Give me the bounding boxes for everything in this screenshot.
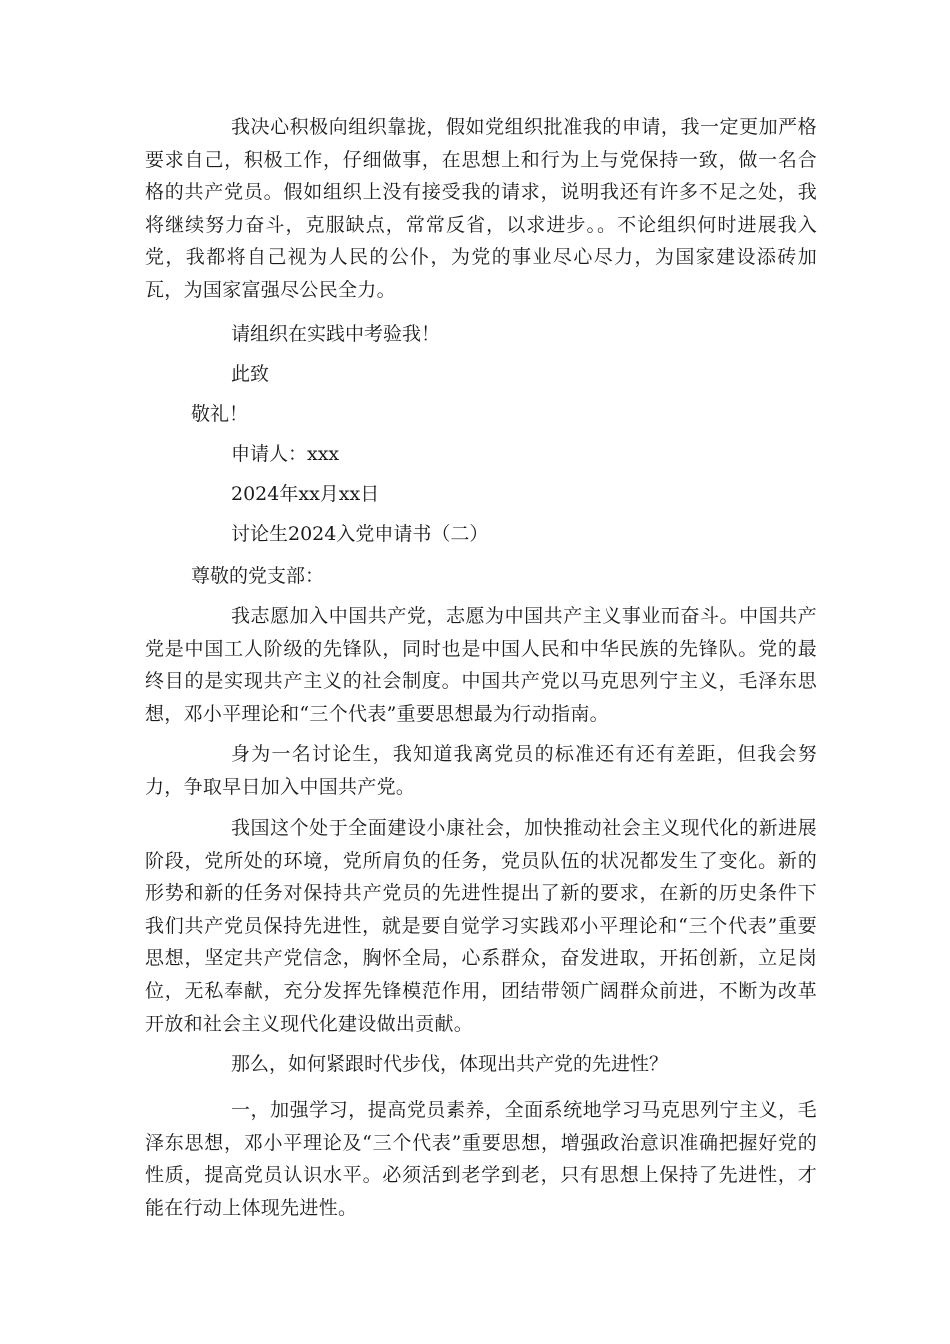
applicant-line: 申请人：xxx	[231, 443, 340, 465]
salutation-jingli: 敬礼！	[191, 403, 249, 425]
section-title: 讨论生2024入党申请书（二）	[231, 523, 489, 545]
request-test-line: 请组织在实践中考验我！	[231, 323, 441, 345]
salutation-cizhi: 此致	[231, 363, 270, 385]
paragraph-student: 身为一名讨论生，我知道我离党员的标准还有还有差距，但我会努力，争取早日加入中国共产党。	[145, 743, 817, 798]
question-line: 那么，如何紧跟时代步伐，体现出共产党的先进性？	[231, 1053, 669, 1075]
paragraph-situation: 我国这个处于全面建设小康社会，加快推动社会主义现代化的新进展阶段，党所处的环境，党所肩负的任务，党员队伍的状况都发生了变化。新的形势和新的任务对保持共产党员的先进性提出了新的要求，在新的历史条件下我们共产党员保持先进性，就是要自觉学习实践邓小平理论和“三个代表”重要思想，坚定共产党信念，胸怀全局，心系群众，奋发进取，开拓创新，立足岗位，无私奉献，充分发挥先锋模范作用，团结带领广阔群众前进，不断为改革开放和社会主义现代化建设做出贡献。	[145, 817, 817, 1035]
paragraph-resolve: 我决心积极向组织靠拢，假如党组织批准我的申请，我一定更加严格要求自己，积极工作，仔细做事，在思想上和行为上与党保持一致，做一名合格的共产党员。假如组织上没有接受我的请求，说明我还有许多不足之处，我将继续努力奋斗，克服缺点，常常反省，以求进步。。不论组织何时进展我入党，我都将自己视为人民的公仆，为党的事业尽心尽力，为国家建设添砖加瓦，为国家富强尽公民全力。	[145, 116, 817, 301]
paragraph-study: 一，加强学习，提高党员素养，全面系统地学习马克思列宁主义，毛泽东思想，邓小平理论及“三个代表”重要思想，增强政治意识准确把握好党的性质，提高党员认识水平。必须活到老学到老，只有思想上保持了先进性，才能在行动上体现先进性。	[145, 1099, 817, 1219]
addressee-line: 尊敬的党支部：	[191, 565, 325, 587]
paragraph-intent: 我志愿加入中国共产党，志愿为中国共产主义事业而奋斗。中国共产党是中国工人阶级的先锋队，同时也是中国人民和中华民族的先锋队。党的最终目的是实现共产主义的社会制度。中国共产党以马克思列宁主义，毛泽东思想，邓小平理论和“三个代表”重要思想最为行动指南。	[145, 605, 817, 725]
date-line: 2024年xx月xx日	[231, 483, 380, 505]
